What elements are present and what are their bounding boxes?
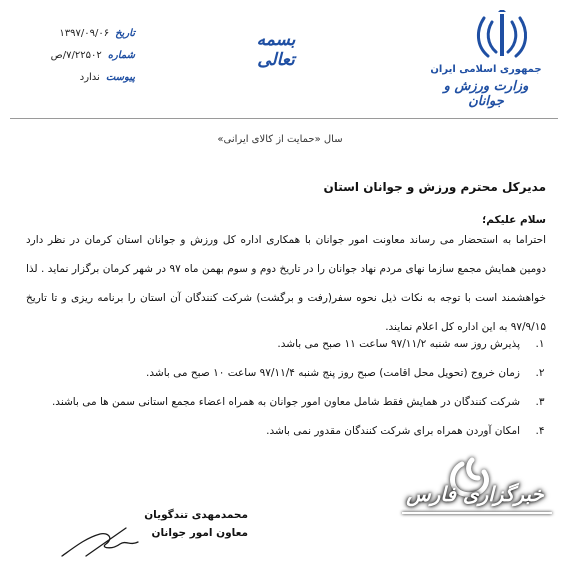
watermark-text: خبرگزاری فارس [406,482,544,506]
date-label: تاریخ [115,28,135,39]
watermark-underline [402,512,552,514]
signer-title: معاون امور جوانان [151,527,248,539]
letter-items [26,338,546,454]
signer-name: محمدمهدی تندگویان [144,509,248,521]
number-row [20,50,135,72]
list-item [26,338,546,367]
ministry-name [426,64,546,109]
attachment-label: پیوست [105,72,135,83]
item-number: ۲. [535,367,545,379]
item-number: ۱. [535,338,545,350]
greeting: سلام علیکم؛ [482,214,546,226]
list-item [26,367,546,396]
attachment-row [20,72,135,94]
letter-paragraph: احتراما به استحضار می رساند معاونت امور جوانان با همکاری اداره کل ورزش و جوانان استان کرمان در نظر دارد دومین همایش مجمع سازما نهای مردم نهاد جوانان را در تاریخ دوم و سوم بهمن ماه ۹۷ در شهر کرمان برگزار نماید . لذا خواهشمند است با توجه به نکات ذیل نحوه سفر(رفت و برگشت) شرکت کنندگان آن استان را برنامه ریزی و تا تاریخ ۹۷/۹/۱۵ به این اداره کل اعلام نمایند. [26,234,546,333]
item-number: ۴. [535,425,545,437]
number-label: شماره [107,50,135,61]
item-number: ۳. [535,396,545,408]
item-text: شرکت کنندگان در همایش فقط شامل معاون امور جوانان به همراه اعضاء مجمع استانی سمن ها می باشند. [51,396,520,408]
attachment-value: ندارد [79,72,100,83]
number-value: ۷/۲۲۵۰۲/ص [50,50,102,61]
iran-emblem-icon [474,10,530,64]
header-divider [10,118,558,119]
year-slogan: سال «حمایت از کالای ایرانی» [217,134,343,145]
ministry-line2: وزارت ورزش و جوانان [443,79,529,109]
item-text: پذیرش روز سه شنبه ۹۷/۱۱/۲ ساعت ۱۱ صبح می باشد. [277,338,520,350]
list-item [26,396,546,425]
item-text: زمان خروج (تحویل محل اقامت) صبح روز پنج شنبه ۹۷/۱۱/۴ ساعت ۱۰ صبح می باشد. [146,367,520,379]
letter-meta [20,28,135,94]
date-value: ۱۳۹۷/۰۹/۰۶ [59,28,110,39]
item-text: امکان آوردن همراه برای شرکت کنندگان مقدور نمی باشد. [266,425,520,437]
date-row [20,28,135,50]
ministry-line1: جمهوری اسلامی ایران [430,64,542,75]
recipient: مدیرکل محترم ورزش و جوانان استان [323,180,546,194]
bismillah-heading: بسمه تعالی [256,30,296,70]
handwritten-signature-icon [56,516,146,564]
